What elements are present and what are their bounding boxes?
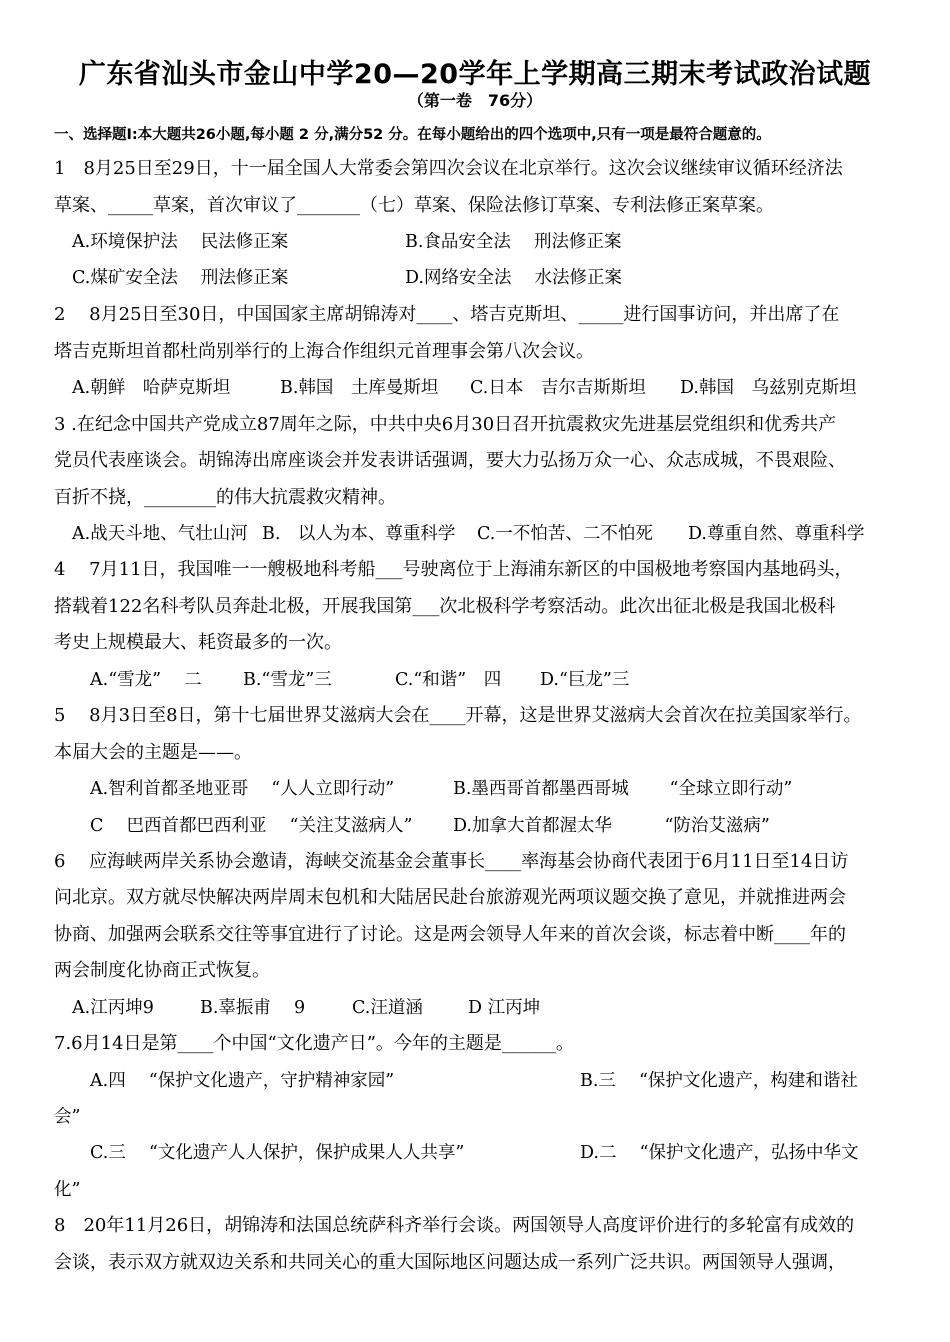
page-subtitle: （第一卷 76分）: [407, 91, 543, 110]
question-7-option-c: C.三 “文化遗产人人保护，保护成果人人共享”: [90, 1143, 465, 1163]
question-3-option-a: A.战天斗地、气壮山河: [72, 524, 248, 544]
question-5-option-b: B.墨西哥首都墨西哥城 “全球立即行动”: [453, 779, 793, 799]
question-1-line-1: 1 8月25日至29日，十一届全国人大常委会第四次会议在北京举行。这次会议继续审议循环经济法: [54, 158, 843, 179]
question-1-option-d: D.网络安全法 水法修正案: [405, 268, 623, 288]
question-4-option-d: D.“巨龙”三: [540, 670, 630, 690]
question-5-option-d: D.加拿大首都渥太华 “防治艾滋病”: [453, 816, 770, 836]
question-3-line-3: 百折不挠，________的伟大抗震救灾精神。: [54, 487, 396, 508]
question-3-line-2: 党员代表座谈会。胡锦涛出席座谈会并发表讲话强调，要大力弘扬万众一心、众志成城，不畏艰险、: [54, 450, 846, 471]
question-5-line-1: 5 8月3日至8日，第十七届世界艾滋病大会在____开幕，这是世界艾滋病大会首次在拉美国家举行。: [54, 705, 862, 726]
question-7-option-d: D.二 “保护文化遗产，弘扬中华文: [580, 1143, 859, 1163]
question-5-option-a: A.智利首都圣地亚哥 “人人立即行动”: [90, 779, 395, 799]
question-2-line-1: 2 8月25日至30日，中国国家主席胡锦涛对____、塔吉克斯坦、_____进行国事访问，并出席了在: [54, 304, 840, 325]
question-6-option-d: D 江丙坤: [468, 998, 541, 1018]
question-8-line-1: 8 20年11月26日，胡锦涛和法国总统萨科齐举行会谈。两国领导人高度评价进行的多轮富有成效的: [54, 1215, 855, 1236]
question-8-line-2: 会谈，表示双方就双边关系和共同关心的重大国际地区问题达成一系列广泛共识。两国领导人强调，: [54, 1252, 846, 1273]
question-2-option-b: B.韩国 土库曼斯坦: [280, 378, 439, 398]
question-6-line-2: 问北京。双方就尽快解决两岸周末包机和大陆居民赴台旅游观光两项议题交换了意见，并就推进两会: [54, 887, 846, 908]
page-title: 广东省汕头市金山中学20—20学年上学期高三期末考试政治试题: [78, 59, 872, 90]
question-1-option-b: B.食品安全法 刑法修正案: [405, 232, 622, 252]
question-2-line-2: 塔吉克斯坦首都杜尚别举行的上海合作组织元首理事会第八次会议。: [54, 341, 594, 362]
question-7-option-d-cont: 化”: [54, 1180, 81, 1200]
question-1-option-c: C.煤矿安全法 刑法修正案: [72, 268, 289, 288]
question-4-line-1: 4 7月11日，我国唯一一艘极地科考船___号驶离位于上海浦东新区的中国极地考察国内基地码头，: [54, 559, 853, 580]
question-6-option-c: C.汪道涵: [352, 998, 423, 1018]
question-6-option-a: A.江丙坤9: [72, 998, 154, 1018]
question-4-option-c: C.“和谐” 四: [395, 670, 502, 690]
question-7-option-b: B.三 “保护文化遗产，构建和谐社: [580, 1071, 858, 1091]
question-3-line-1: 3 .在纪念中国共产党成立87周年之际，中共中央6月30日召开抗震救灾先进基层党组织和优秀共产: [54, 414, 837, 435]
question-4-option-a: A.“雪龙” 二: [90, 670, 202, 690]
question-1-option-a: A.环境保护法 民法修正案: [72, 232, 289, 252]
section-heading: 一、选择题Ⅰ:本大题共26小题,每小题 2 分,满分52 分。在每小题给出的四个选项中,只有一项是最符合题意的。: [54, 127, 771, 143]
question-4-line-2: 搭载着122名科考队员奔赴北极，开展我国第___次北极科学考察活动。此次出征北极是我国北极科: [54, 596, 836, 617]
question-6-line-3: 协商、加强两会联系交往等事宜进行了讨论。这是两会领导人年来的首次会谈，标志着中断____年的: [54, 924, 846, 945]
question-7-line-1: 7.6月14日是第____个中国“文化遗产日”。今年的主题是______。: [54, 1033, 574, 1054]
question-2-option-c: C.日本 吉尔吉斯斯坦: [470, 378, 646, 398]
question-3-option-b: B. 以人为本、尊重科学: [262, 524, 456, 544]
question-3-option-d: D.尊重自然、尊重科学: [688, 524, 865, 544]
question-6-line-1: 6 应海峡两岸关系协会邀请，海峡交流基金会董事长____率海基会协商代表团于6月11日至14日访: [54, 851, 849, 872]
question-4-line-3: 考史上规模最大、耗资最多的一次。: [54, 632, 342, 653]
question-2-option-d: D.韩国 乌兹别克斯坦: [680, 378, 857, 398]
question-4-option-b: B.“雪龙”三: [243, 670, 332, 690]
question-7-option-a: A.四 “保护文化遗产，守护精神家园”: [90, 1071, 395, 1091]
question-1-line-2: 草案、_____草案，首次审议了_______（七）草案、保险法修订草案、专利法修正案草案。: [54, 195, 774, 216]
question-5-line-2: 本届大会的主题是——。: [54, 742, 252, 763]
question-2-option-a: A.朝鲜 哈萨克斯坦: [72, 378, 231, 398]
question-6-line-4: 两会制度化协商正式恢复。: [54, 960, 270, 981]
question-6-option-b: B.辜振甫 9: [200, 998, 306, 1018]
question-5-option-c: C 巴西首都巴西利亚 “关注艾滋病人”: [90, 816, 413, 836]
question-3-option-c: C.一不怕苦、二不怕死: [477, 524, 653, 544]
question-7-option-b-cont: 会”: [54, 1107, 81, 1127]
